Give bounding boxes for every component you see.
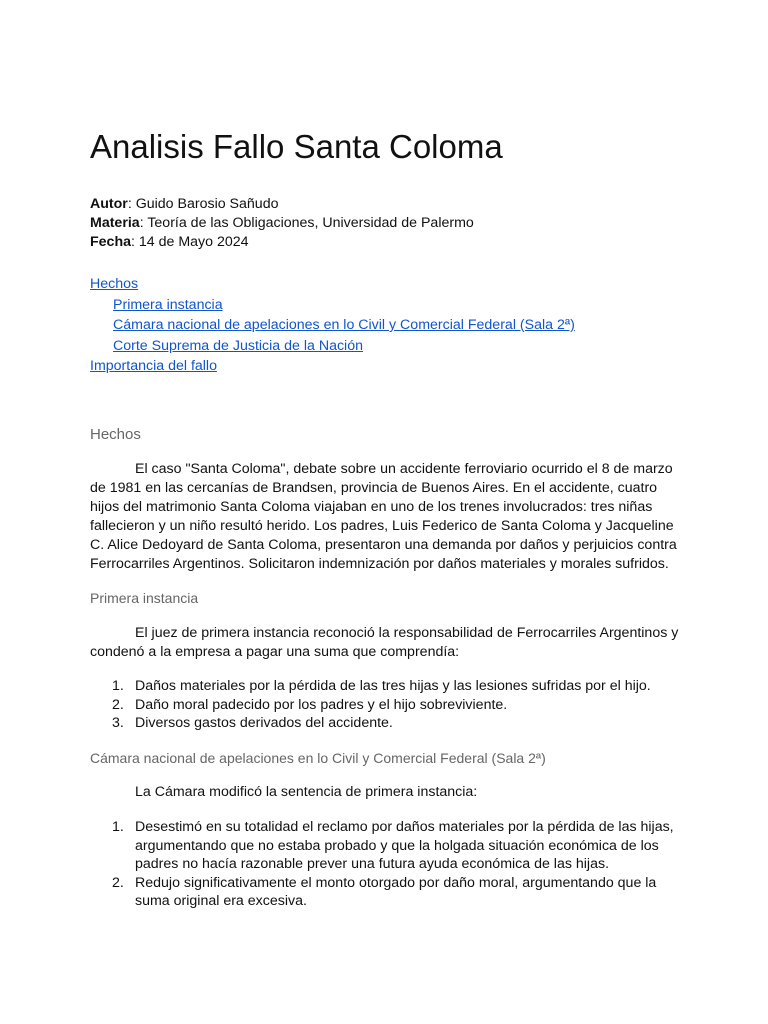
heading-hechos: Hechos	[90, 426, 141, 443]
list-item-text: Daños materiales por la pérdida de las tres hijas y las lesiones sufridas por el hijo.	[135, 678, 651, 694]
list-number: 2.	[112, 696, 124, 713]
list-number: 3.	[112, 715, 124, 731]
list-primera-instancia	[90, 677, 690, 733]
table-of-contents	[90, 274, 575, 377]
document-title: Analisis Fallo Santa Coloma	[90, 128, 503, 165]
list-item-text: Desestimó en su totalidad el reclamo por daños materiales por la pérdida de las hijas, argumentando que no estaba probado y que la holgada situación económica de los padres no hacía razonable prever una futura ayuda económica de las hijas.	[135, 819, 674, 872]
heading-primera-instancia: Primera instancia	[90, 590, 199, 606]
list-item	[90, 677, 690, 696]
toc-link-corte-suprema[interactable]: Corte Suprema de Justicia de la Nación	[113, 337, 363, 354]
author-value: : Guido Barosio Sañudo	[127, 196, 279, 212]
paragraph-primera-instancia: El juez de primera instancia reconoció la responsabilidad de Ferrocarriles Argentinos y condenó a la empresa a pagar una suma que comprendía:	[90, 625, 679, 660]
toc-link-importancia[interactable]: Importancia del fallo	[90, 358, 217, 374]
heading-camara-nacional: Cámara nacional de apelaciones en lo Civil y Comercial Federal (Sala 2ª)	[90, 750, 546, 766]
date-value: : 14 de Mayo 2024	[131, 234, 249, 250]
list-item	[90, 714, 690, 733]
list-item	[90, 818, 690, 874]
toc-link-primera-instancia[interactable]: Primera instancia	[113, 296, 223, 313]
list-item-text: Daño moral padecido por los padres y el hijo sobreviviente.	[135, 696, 508, 713]
paragraph-hechos: El caso "Santa Coloma", debate sobre un accidente ferroviario ocurrido el 8 de marzo de 1981 en las cercanías de Brandsen, provincia de Buenos Aires. En el accidente, cuatro hijos del matrimonio Santa Coloma viajaban en uno de los trenes involucrados: tres niñas fallecieron y un niño resultó herido. Los padres, Luis Federico de Santa Coloma y Jacqueline C. Alice Dedoyard de Santa Coloma, presentaron una demanda por daños y perjuicios contra Ferrocarriles Argentinos. Solicitaron indemnización por daños materiales y morales sufridos.	[90, 461, 677, 572]
subject-label: Materia	[90, 215, 140, 231]
author-label: Autor	[90, 196, 128, 212]
list-number: 1.	[112, 678, 124, 694]
list-camara-nacional	[90, 818, 690, 911]
list-item	[90, 696, 690, 715]
subject-line	[90, 214, 474, 233]
date-label: Fecha	[90, 234, 132, 250]
author-line	[90, 195, 474, 214]
list-item-text: Redujo significativamente el monto otorgado por daño moral, argumentando que la suma original era excesiva.	[135, 874, 657, 909]
toc-link-camara-nacional[interactable]: Cámara nacional de apelaciones en lo Civil y Comercial Federal (Sala 2ª)	[113, 317, 575, 333]
list-item-text: Diversos gastos derivados del accidente.	[135, 715, 393, 731]
paragraph-camara-nacional: La Cámara modificó la sentencia de primera instancia:	[135, 784, 478, 800]
list-number: 1.	[112, 819, 124, 835]
list-number: 2.	[112, 874, 124, 891]
date-line	[90, 233, 474, 252]
document-metadata	[90, 195, 474, 252]
list-item	[90, 874, 690, 911]
subject-value: : Teoría de las Obligaciones, Universidad de Palermo	[139, 215, 474, 231]
toc-link-hechos[interactable]: Hechos	[90, 276, 139, 292]
